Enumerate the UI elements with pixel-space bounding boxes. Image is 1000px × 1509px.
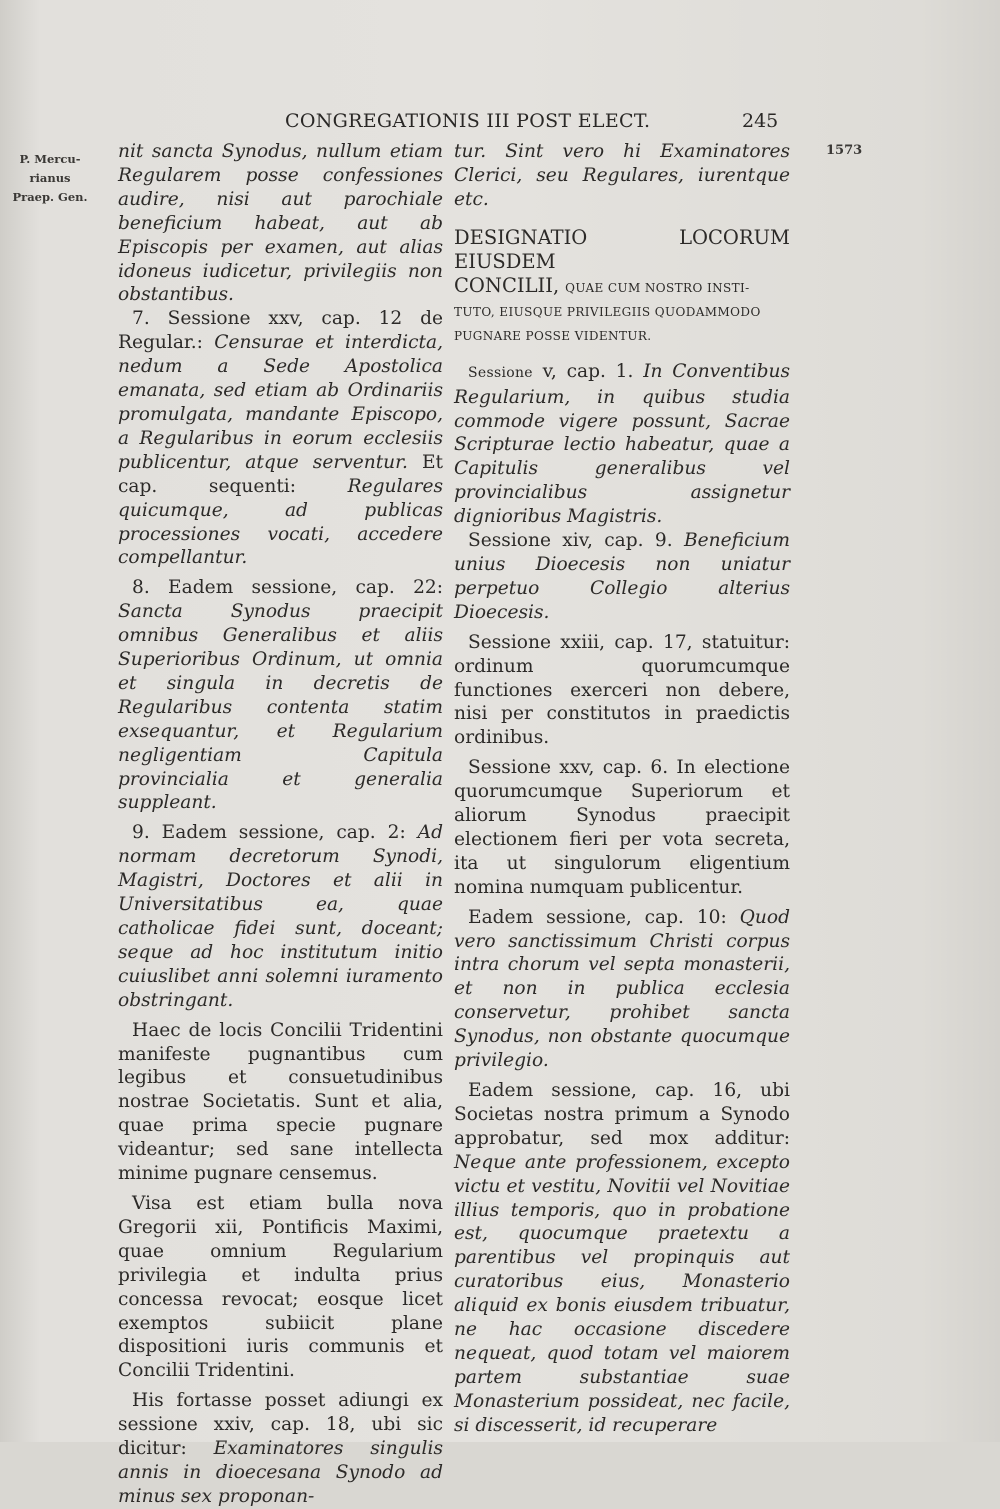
plain-text: 8. Eadem sessione, cap. 22: xyxy=(132,577,443,599)
plain-text: Sessione xxiii, cap. 17, statuitur: ordinum quorumcumque functiones exerceri non debere, nisi per constitutos in praedictis ordinibus. xyxy=(454,631,790,749)
running-title: CONGREGATIONIS III POST ELECT. xyxy=(285,110,651,132)
italic-text: nit sancta Synodus, nullum etiam Regularem posse confessiones audire, nisi aut parochiale beneficium habeat, aut ab Episcopis per examen, aut alias idoneus iudicetur, privilegiis non obstantibus. xyxy=(118,141,443,306)
left-margin-note xyxy=(6,150,94,207)
paragraph-cap-10 xyxy=(454,906,790,1073)
italic-text: Examinatores singulis annis in dioecesana Synodo ad minus sex proponan- xyxy=(118,1438,443,1507)
section-heading xyxy=(454,226,790,348)
plain-text: Visa est etiam bulla nova Gregorii xii, Pontificis Maximi, quae omnium Regularium privilegia et indulta prius concessa revocat; eosque licet exemptos subiicit plane dispositioni iuris communis et Concilii Tridentini. xyxy=(118,1192,443,1382)
plain-text: 9. Eadem sessione, cap. 2: xyxy=(132,822,418,844)
plain-text: Eadem sessione, cap. 16, ubi Societas nostra primum a Synodo approbatur, sed mox additur: xyxy=(454,1080,790,1149)
paragraph-cap-16 xyxy=(454,1079,790,1438)
heading-line-big: CONCILII, xyxy=(454,273,560,297)
italic-text: Neque ante professionem, excepto victu et vestitu, Novitii vel Novitiae illius temporis, quo in probatione est, quocumque praetextu a parentibus vel propinquis aut curatoribus eius, Monasterio aliquid ex bonis eiusdem tribuatur, ne hac occasione discedere nequeat, quod totam vel maiorem partem substantiae suae Monasterium possideat, nec facile, si discesserit, id recuperare xyxy=(454,1151,790,1436)
italic-text: tur. Sint vero hi Examinatores Clerici, seu Regulares, iurentque etc. xyxy=(454,141,790,210)
paragraph-sess-xiv xyxy=(454,529,790,625)
right-margin-year: 1573 xyxy=(826,143,863,158)
heading-line: PUGNARE POSSE VIDENTUR. xyxy=(454,328,652,343)
italic-text: Beneficium unius Dioecesis non uniatur perpetuo Collegio alterius Dioecesis. xyxy=(454,530,790,623)
plain-text: Eadem sessione, cap. 10: xyxy=(468,906,740,928)
heading-line: TUTO, EIUSQUE PRIVILEGIIS QUODAMMODO xyxy=(454,304,761,319)
italic-text: Ad normam decretorum Synodi, Magistri, Doctores et alii in Universitatibus ea, quae catholicae fidei sunt, doceant; seque ad hoc institutum initio cuiuslibet anni solemni iuramento obstringant. xyxy=(118,822,443,1011)
italic-text: Sancta Synodus praecipit omnibus Generalibus et aliis Superioribus Ordinum, ut omnia et singula in decretis de Regularibus contenta statim exsequantur, et Regularium negligentiam Capitula provincialia et generalia suppleant. xyxy=(118,601,443,814)
margin-note-line: P. Mercu- xyxy=(19,152,81,166)
margin-note-line: Praep. Gen. xyxy=(12,190,88,204)
paragraph-sess-xxiii xyxy=(454,631,790,751)
plain-text: v, cap. 1. xyxy=(532,360,644,382)
heading-line: DESIGNATIO LOCORUM EIUSDEM xyxy=(454,225,790,273)
plain-text: Sessione xxv, cap. 6. In electione quorumcumque Superiorum et aliorum Synodus praecipit electionem fieri per vota secreta, ita ut singulorum eligentium nomina numquam publicentur. xyxy=(454,757,790,898)
right-column xyxy=(454,140,790,1438)
italic-text: Regulares quicumque, ad publicas processiones vocati, accedere compellantur. xyxy=(118,475,443,569)
left-column xyxy=(118,140,443,1509)
paragraph-sess-v xyxy=(454,360,790,529)
heading-line-small: QUAE CUM NOSTRO INSTI- xyxy=(565,280,750,295)
small-caps-text: Sessione xyxy=(468,364,533,381)
plain-text: Sessione xiv, cap. 9. xyxy=(468,530,684,552)
paragraph-continuation xyxy=(118,140,443,307)
paragraph-7 xyxy=(118,307,443,570)
page-number: 245 xyxy=(742,110,779,132)
paragraph-visa xyxy=(118,1192,443,1383)
paragraph-9 xyxy=(118,821,443,1012)
italic-text: In Conventibus Regularium, in quibus studia commode vigere possunt, Sacrae Scripturae lectio habeatur, quae a Capitulis generalibus vel provincialibus assignetur dignioribus Magistris. xyxy=(454,360,790,528)
page-header xyxy=(0,110,1000,140)
plain-text: Haec de locis Concilii Tridentini manifeste pugnantibus cum legibus et consuetudinibus nostrae Societatis. Sunt et alia, quae prima specie pugnare videantur; sed sane intellecta minime pugnare censemus. xyxy=(118,1019,443,1185)
paragraph-his xyxy=(118,1389,443,1509)
italic-text: Quod vero sanctissimum Christi corpus intra chorum vel septa monasterii, et non in publica ecclesia conservetur, prohibet sancta Synodus, non obstante quocumque privilegio. xyxy=(454,906,790,1072)
margin-note-line: rianus xyxy=(29,171,71,185)
paragraph-haec xyxy=(118,1019,443,1186)
paragraph-continuation xyxy=(454,140,790,212)
plain-text: Et cap. sequenti: xyxy=(118,451,443,497)
plain-text: His fortasse posset adiungi ex sessione xxiv, cap. 18, ubi sic dicitur: xyxy=(118,1390,443,1460)
paragraph-8 xyxy=(118,576,443,815)
italic-text: Censurae et interdicta, nedum a Sede Apostolica emanata, sed etiam ab Ordinariis promulgata, mandante Episcopo, a Regularibus in eorum ecclesiis publicentur, atque serventur. xyxy=(118,332,444,473)
paragraph-sess-xxv xyxy=(454,756,790,899)
plain-text: 7. Sessione xxv, cap. 12 de Regular.: xyxy=(118,308,443,354)
